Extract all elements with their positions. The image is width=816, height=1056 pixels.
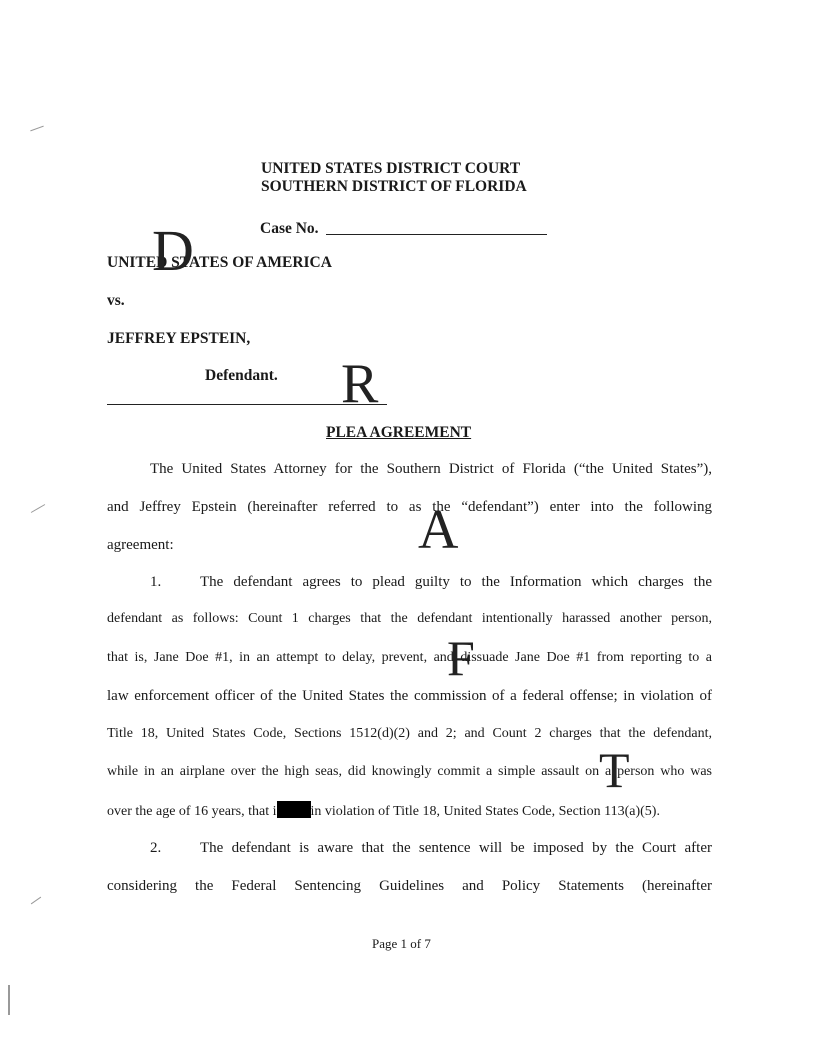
defendant-label: Defendant. [205,367,278,384]
paragraph-line: Title 18, United States Code, Sections 1512(d)(2) and 2; and Count 2 charges that the defendant, [107,726,712,741]
plaintiff: UNITED STATES OF AMERICA [107,254,332,271]
intro-line: agreement: [107,537,174,553]
intro-line: The United States Attorney for the Southern District of Florida (“the United States”), [150,461,712,477]
watermark-letter-d: D [152,218,194,283]
watermark-letter-t: T [599,742,630,798]
paragraph-line: The defendant is aware that the sentence will be imposed by the Court after [200,840,712,856]
scan-artifact [8,985,10,1015]
case-number-label: Case No. [260,220,319,237]
paragraph-line: defendant as follows: Count 1 charges that the defendant intentionally harassed another person, [107,611,712,626]
paragraph-text: in violation of Title 18, United States Code, Section 113(a)(5). [310,804,660,819]
redaction-box [277,801,311,818]
paragraph-line: considering the Federal Sentencing Guidelines and Policy Statements (hereinafter [107,878,712,894]
defendant-name: JEFFREY EPSTEIN, [107,330,251,347]
paragraph-line: while in an airplane over the high seas, did knowingly commit a simple assault on a person who was [107,764,712,779]
paragraph-number: 2. [150,840,162,856]
watermark-letter-f: F [447,630,475,686]
page-number: Page 1 of 7 [372,936,431,951]
case-number-line [326,234,547,235]
district-name: SOUTHERN DISTRICT OF FLORIDA [261,178,527,195]
paragraph-text: over the age of 16 years, that i [107,804,277,819]
intro-line: and Jeffrey Epstein (hereinafter referred to as the “defendant”) enter into the following [107,499,712,515]
scan-artifact [31,504,45,513]
versus: vs. [107,292,125,309]
paragraph-number: 1. [150,574,162,590]
paragraph-line [107,801,660,820]
scan-artifact [30,126,43,132]
paragraph-line: that is, Jane Doe #1, in an attempt to delay, prevent, and dissuade Jane Doe #1 from reporting to a [107,650,712,665]
watermark-letter-r: R [341,353,379,415]
paragraph-line: law enforcement officer of the United States the commission of a federal offense; in violation of [107,688,712,704]
court-name: UNITED STATES DISTRICT COURT [261,160,521,177]
watermark-letter-a: A [418,499,459,561]
scan-artifact [31,897,41,905]
document-title: PLEA AGREEMENT [326,424,472,441]
paragraph-line: The defendant agrees to plead guilty to the Information which charges the [200,574,712,590]
